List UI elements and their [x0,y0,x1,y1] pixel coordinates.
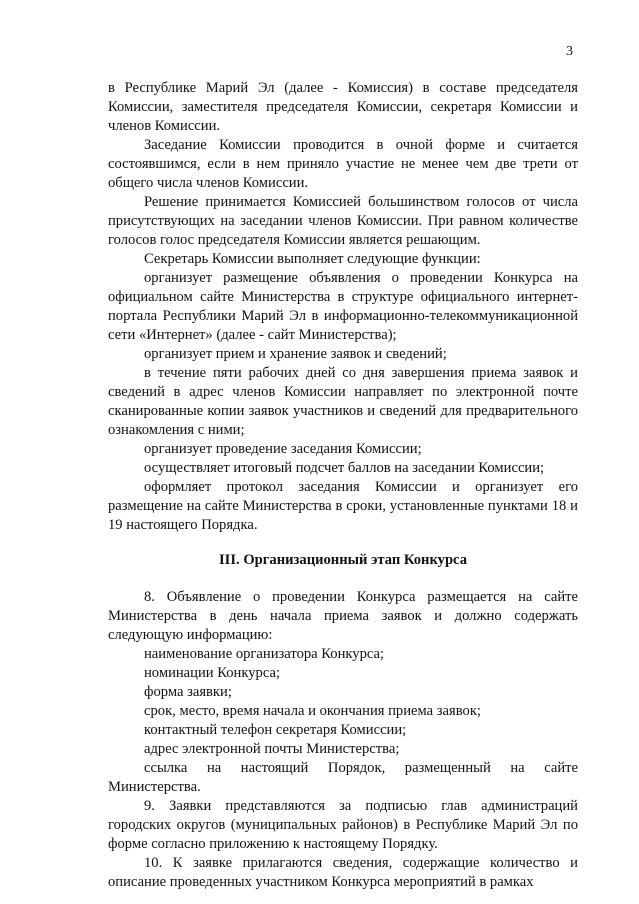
paragraph: Заседание Комиссии проводится в очной форме и считается состоявшимся, если в нем приняло участие не менее чем две трети от общего числа членов Комиссии. [108,137,578,191]
list-item: номинации Конкурса; [144,665,281,681]
section-commission [108,79,578,535]
document-body [108,79,578,892]
page-number: 3 [566,44,573,59]
list-item: форма заявки; [144,684,232,700]
paragraph: Секретарь Комиссии выполняет следующие функции: [144,251,481,267]
paragraph: 9. Заявки представляются за подписью глав администраций городских округов (муниципальных районов) в Республике Марий Эл по форме согласно приложению к настоящему Порядку. [108,798,578,852]
paragraph: организует прием и хранение заявок и сведений; [144,346,447,362]
paragraph: ссылка на настоящий Порядок, размещенный на сайте Министерства. [108,760,578,795]
paragraph: в течение пяти рабочих дней со дня завершения приема заявок и сведений в адрес членов Комиссии направляет по электронной почте сканированные копии заявок участников и сведений для предварительного ознакомления с ними; [108,365,578,438]
list-item: адрес электронной почты Министерства; [144,741,400,757]
paragraph: осуществляет итоговый подсчет баллов на заседании Комиссии; [144,460,545,476]
list-item: контактный телефон секретаря Комиссии; [144,722,407,738]
paragraph: оформляет протокол заседания Комиссии и организует его размещение на сайте Министерства в сроки, установленные пунктами 18 и 19 настоящего Порядка. [108,479,578,533]
paragraph: организует размещение объявления о проведении Конкурса на официальном сайте Министерства в структуре официального интернет-портала Республики Марий Эл в информационно-телекоммуникационной сети «Интернет» (далее - сайт Министерства); [108,270,578,343]
paragraph: в Республике Марий Эл (далее - Комиссия) в составе председателя Комиссии, заместителя председателя Комиссии, секретаря Комиссии и членов Комиссии. [108,80,578,134]
paragraph: 10. К заявке прилагаются сведения, содержащие количество и описание проведенных участником Конкурса мероприятий в рамках [108,855,578,890]
section-heading: III. Организационный этап Конкурса [218,552,468,568]
list-item: наименование организатора Конкурса; [144,646,385,662]
section-organizational-stage [108,588,578,892]
list-item: срок, место, время начала и окончания приема заявок; [144,703,481,719]
paragraph: организует проведение заседания Комиссии; [144,441,422,457]
paragraph: 8. Объявление о проведении Конкурса размещается на сайте Министерства в день начала приема заявок и должно содержать следующую информацию: [108,589,578,643]
paragraph: Решение принимается Комиссией большинством голосов от числа присутствующих на заседании членов Комиссии. При равном количестве голосов голос председателя Комиссии является решающим. [108,194,578,248]
